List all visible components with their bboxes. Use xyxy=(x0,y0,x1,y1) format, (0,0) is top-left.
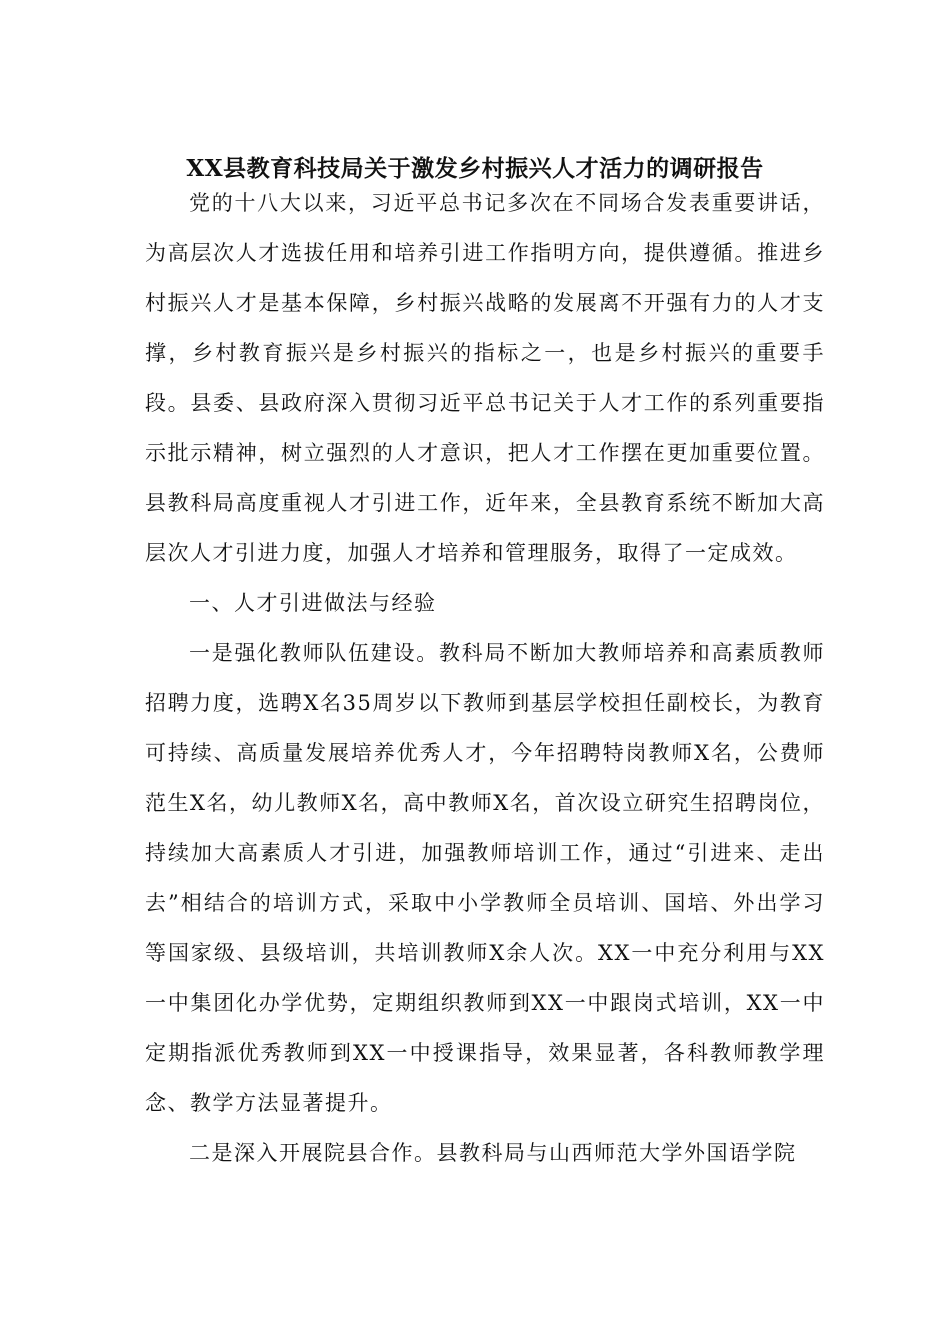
body-paragraph: 二是深入开展院县合作。县教科局与山西师范大学外国语学院 xyxy=(189,1141,797,1165)
intro-paragraph: 党的十八大以来，习近平总书记多次在不同场合发表重要讲话，为高层次人才选拔任用和培养引进工作指明方向，提供遵循。推进乡村振兴人才是基本保障，乡村振兴战略的发展离不开强有力的人才支撑，乡村教育振兴是乡村振兴的指标之一，也是乡村振兴的重要手段。县委、县政府深入贯彻习近平总书记关于人才工作的系列重要指示批示精神，树立强烈的人才意识，把人才工作摆在更加重要位置。县教科局高度重视人才引进工作，近年来，全县教育系统不断加大高层次人才引进力度，加强人才培养和管理服务，取得了一定成效。 xyxy=(145,191,825,565)
document-body xyxy=(145,178,825,1178)
body-paragraph: 一是强化教师队伍建设。教科局不断加大教师培养和高素质教师招聘力度，选聘X名35周岁以下教师到基层学校担任副校长，为教育可持续、高质量发展培养优秀人才，今年招聘特岗教师X名，公费师范生X名，幼儿教师X名，高中教师X名，首次设立研究生招聘岗位，持续加大高素质人才引进，加强教师培训工作，通过“引进来、走出去”相结合的培训方式，采取中小学教师全员培训、国培、外出学习等国家级、县级培训，共培训教师X余人次。XX一中充分利用与XX一中集团化办学优势，定期组织教师到XX一中跟岗式培训，XX一中定期指派优秀教师到XX一中授课指导，效果显著，各科教师教学理念、教学方法显著提升。 xyxy=(145,641,825,1115)
section-heading: 一、人才引进做法与经验 xyxy=(189,591,437,615)
document-title: XX县教育科技局关于激发乡村振兴人才活力的调研报告 xyxy=(186,155,764,183)
